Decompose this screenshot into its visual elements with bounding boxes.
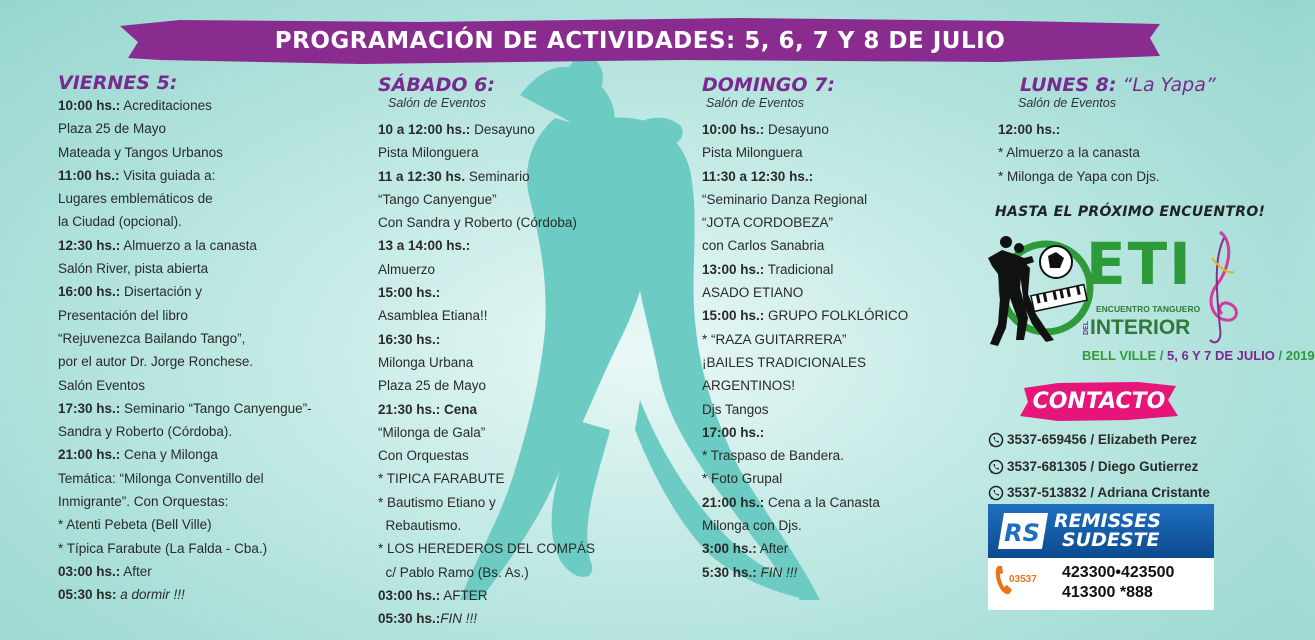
eti-city: BELL VILLE / xyxy=(1082,348,1167,363)
schedule-text: Cena y Milonga xyxy=(120,447,218,463)
schedule-text: Seminario “Tango Canyengue”- xyxy=(120,400,312,416)
schedule-text: * LOS HEREDEROS DEL COMPÁS xyxy=(378,541,596,557)
day-heading-sabado: SÁBADO 6: xyxy=(378,74,495,96)
eti-logo-interior: INTERIOR xyxy=(1090,316,1191,339)
schedule-line xyxy=(702,304,908,327)
schedule-line xyxy=(702,444,908,467)
schedule-line xyxy=(58,350,312,373)
schedule-time: 03:00 hs.: xyxy=(58,563,121,579)
schedule-line xyxy=(378,561,595,584)
eti-logo-del: DEL xyxy=(1083,321,1090,335)
schedule-text: Desayuno xyxy=(764,122,829,137)
eti-logo-text: ETI xyxy=(1086,230,1193,298)
closing-text: HASTA EL PRÓXIMO ENCUENTRO! xyxy=(995,204,1266,220)
schedule-time: 11:30 a 12:30 hs.: xyxy=(702,168,814,184)
schedule-line xyxy=(58,164,312,187)
schedule-time: 15:00 hs.: xyxy=(702,308,765,324)
schedule-text: “Tango Canyengue” xyxy=(378,191,497,207)
schedule-time: 17:30 hs.: xyxy=(58,400,121,416)
schedule-line xyxy=(58,490,312,513)
schedule-line xyxy=(58,443,312,466)
lunes-lines xyxy=(998,118,1216,188)
schedule-time: 12:00 hs.: xyxy=(998,122,1061,137)
phone-list xyxy=(988,427,1210,507)
whatsapp-icon xyxy=(988,459,1004,475)
phone-entry[interactable] xyxy=(988,454,1210,481)
schedule-line xyxy=(378,537,595,560)
schedule-time: 5:30 hs.: xyxy=(702,564,757,580)
svg-text:RS: RS xyxy=(1004,519,1040,547)
schedule-time: 03:00 hs.: xyxy=(378,587,441,603)
venue-domingo: Salón de Eventos xyxy=(706,96,804,110)
lunes-column xyxy=(998,74,1216,188)
schedule-line xyxy=(58,327,312,350)
day-heading-viernes: VIERNES 5: xyxy=(58,72,178,94)
schedule-italic: a dormir !!! xyxy=(116,587,185,603)
schedule-line xyxy=(58,560,312,583)
eti-dates: 5, 6 Y 7 DE JULIO xyxy=(1167,348,1275,363)
schedule-text: Tradicional xyxy=(764,261,834,277)
schedule-text: Plaza 25 de Mayo xyxy=(378,378,487,394)
schedule-italic: FIN !!! xyxy=(440,611,478,627)
schedule-text: Acreditaciones xyxy=(120,98,212,113)
schedule-time: 05:30 hs.: xyxy=(378,611,441,627)
schedule-italic: FIN !!! xyxy=(756,564,798,580)
schedule-line xyxy=(58,420,312,443)
phone-text: 3537-659456 / Elizabeth Perez xyxy=(1007,432,1197,447)
schedule-text: Disertación y xyxy=(120,284,203,300)
schedule-line xyxy=(702,421,908,444)
schedule-line xyxy=(378,281,595,304)
schedule-line xyxy=(58,513,312,536)
eti-logo-location xyxy=(1082,348,1315,363)
schedule-text: Salón River, pista abierta xyxy=(58,261,209,277)
schedule-line xyxy=(58,280,312,303)
schedule-line xyxy=(702,467,908,490)
schedule-text: After xyxy=(756,541,789,557)
schedule-text: Plaza 25 de Mayo xyxy=(58,121,167,137)
eti-logo-subtitle: ENCUENTRO TANGUERO xyxy=(1096,304,1201,314)
schedule-line xyxy=(702,398,908,421)
schedule-time: 21:30 hs.: Cena xyxy=(378,401,478,417)
remisses-numbers xyxy=(1062,563,1174,603)
schedule-time: 17:00 hs.: xyxy=(702,424,765,440)
whatsapp-icon xyxy=(988,432,1004,448)
venue-sabado: Salón de Eventos xyxy=(388,96,486,110)
schedule-text: * Milonga de Yapa con Djs. xyxy=(998,168,1160,184)
sabado-lines xyxy=(378,118,595,631)
schedule-line xyxy=(378,444,595,467)
schedule-line xyxy=(58,187,312,210)
phone-entry[interactable] xyxy=(988,427,1210,454)
schedule-line xyxy=(702,281,908,304)
schedule-text: Rebautismo. xyxy=(378,518,462,534)
schedule-time: 11:00 hs.: xyxy=(58,167,120,183)
phone-text: 3537-513832 / Adriana Cristante xyxy=(1007,485,1210,500)
schedule-time: 21:00 hs.: xyxy=(702,494,765,510)
schedule-text: “Rejuvenezca Bailando Tango”, xyxy=(58,330,246,346)
eti-logo xyxy=(984,228,1315,373)
schedule-text: Pista Milonguera xyxy=(378,145,479,161)
schedule-time: 10:00 hs.: xyxy=(58,98,121,113)
schedule-line xyxy=(378,234,595,257)
schedule-line xyxy=(58,210,312,233)
schedule-text: Milonga con Djs. xyxy=(702,518,802,534)
schedule-text: * Almuerzo a la canasta xyxy=(998,145,1140,161)
schedule-text: Presentación del libro xyxy=(58,307,188,323)
schedule-line xyxy=(702,118,908,141)
schedule-time: 13 a 14:00 hs.: xyxy=(378,238,471,254)
schedule-line xyxy=(702,188,908,211)
schedule-line xyxy=(58,374,312,397)
rs-logo-icon xyxy=(996,511,1050,551)
schedule-line xyxy=(58,397,312,420)
schedule-line xyxy=(702,514,908,537)
schedule-text: * Típica Farabute (La Falda - Cba.) xyxy=(58,540,268,556)
schedule-text: Pista Milonguera xyxy=(702,145,803,161)
venue-lunes: Salón de Eventos xyxy=(1018,96,1116,110)
schedule-text: * TIPICA FARABUTE xyxy=(378,471,505,487)
schedule-text: ¡BAILES TRADICIONALES xyxy=(702,354,867,370)
schedule-time: 15:00 hs.: xyxy=(378,285,441,301)
schedule-text: * Atenti Pebeta (Bell Ville) xyxy=(58,517,212,533)
schedule-line xyxy=(998,118,1216,141)
viernes-lines xyxy=(58,94,312,607)
schedule-time: 16:30 hs.: xyxy=(378,331,441,347)
schedule-text: ASADO ETIANO xyxy=(702,285,804,301)
schedule-text: Djs Tangos xyxy=(702,401,769,417)
schedule-text: AFTER xyxy=(440,587,488,603)
schedule-line xyxy=(58,117,312,140)
schedule-time: 16:00 hs.: xyxy=(58,284,121,300)
phone-text: 3537-681305 / Diego Gutierrez xyxy=(1007,458,1199,474)
schedule-line xyxy=(58,537,312,560)
schedule-line xyxy=(702,328,908,351)
schedule-line xyxy=(378,211,595,234)
schedule-text: Asamblea Etiana!! xyxy=(378,308,488,324)
schedule-text: Milonga Urbana xyxy=(378,354,474,370)
schedule-line xyxy=(378,584,595,607)
schedule-text: After xyxy=(120,563,152,579)
lunes-yapa: “La Yapa” xyxy=(1116,74,1216,96)
schedule-text: Seminario xyxy=(465,168,530,184)
schedule-line xyxy=(378,607,595,630)
schedule-line xyxy=(998,141,1216,164)
schedule-line xyxy=(702,258,908,281)
schedule-time: 12:30 hs.: xyxy=(58,237,121,253)
schedule-line xyxy=(58,141,312,164)
schedule-line xyxy=(58,467,312,490)
schedule-text: “Seminario Danza Regional xyxy=(702,191,868,207)
schedule-line xyxy=(702,561,908,584)
schedule-text: “Milonga de Gala” xyxy=(378,424,486,440)
schedule-text: ARGENTINOS! xyxy=(702,378,796,394)
schedule-text: “JOTA CORDOBEZA” xyxy=(702,215,834,231)
remisses-name-1: REMISSES xyxy=(1054,510,1161,532)
schedule-time: 10:00 hs.: xyxy=(702,122,765,137)
schedule-text: c/ Pablo Ramo (Bs. As.) xyxy=(378,564,529,580)
schedule-text: * Traspaso de Bandera. xyxy=(702,448,844,464)
schedule-line xyxy=(378,351,595,374)
schedule-time: 11 a 12:30 hs. xyxy=(378,168,466,184)
schedule-text: Inmigrante”. Con Orquestas: xyxy=(58,494,229,510)
schedule-line xyxy=(58,304,312,327)
schedule-line xyxy=(378,118,595,141)
schedule-text: Con Sandra y Roberto (Córdoba) xyxy=(378,215,577,231)
schedule-text: Temática: “Milonga Conventillo del xyxy=(58,470,264,486)
schedule-line xyxy=(378,141,595,164)
schedule-text: con Carlos Sanabria xyxy=(702,238,825,254)
schedule-text: Con Orquestas xyxy=(378,448,469,464)
schedule-line xyxy=(58,94,312,117)
schedule-line xyxy=(378,514,595,537)
schedule-line xyxy=(702,211,908,234)
schedule-text: Cena a la Canasta xyxy=(764,494,880,510)
schedule-text: * “RAZA GUITARRERA” xyxy=(702,331,847,347)
contacto-heading: CONTACTO xyxy=(1032,388,1166,414)
schedule-line xyxy=(378,328,595,351)
schedule-line xyxy=(702,234,908,257)
viernes-column xyxy=(58,72,312,607)
schedule-line xyxy=(702,374,908,397)
schedule-line xyxy=(378,467,595,490)
domingo-column xyxy=(702,74,908,584)
schedule-text: * Foto Grupal xyxy=(702,471,783,487)
schedule-time: 10 a 12:00 hs.: xyxy=(378,122,471,137)
schedule-line xyxy=(58,583,312,606)
whatsapp-icon xyxy=(988,485,1004,501)
schedule-line xyxy=(378,374,595,397)
schedule-line xyxy=(378,398,595,421)
schedule-line xyxy=(378,258,595,281)
schedule-time: 21:00 hs.: xyxy=(58,447,121,463)
lunes-day: LUNES 8: xyxy=(1020,74,1117,96)
schedule-line xyxy=(702,141,908,164)
schedule-line xyxy=(58,234,312,257)
remisses-name-2: SUDESTE xyxy=(1062,529,1160,551)
schedule-text: la Ciudad (opcional). xyxy=(58,214,182,230)
schedule-time: 13:00 hs.: xyxy=(702,261,765,277)
schedule-text: Almuerzo xyxy=(378,261,436,277)
phone-entry[interactable] xyxy=(988,480,1210,507)
schedule-text: Desayuno xyxy=(470,122,535,137)
schedule-text: Visita guiada a: xyxy=(119,167,216,183)
day-heading-domingo: DOMINGO 7: xyxy=(702,74,835,96)
schedule-time: 3:00 hs.: xyxy=(702,541,757,557)
schedule-line xyxy=(378,188,595,211)
schedule-line xyxy=(702,351,908,374)
remisses-number-1: 423300•423500 xyxy=(1062,564,1175,581)
schedule-text: por el autor Dr. Jorge Ronchese. xyxy=(58,354,254,370)
remisses-ad xyxy=(988,504,1214,610)
schedule-line xyxy=(378,165,595,188)
schedule-time: 05:30 hs: xyxy=(58,587,117,603)
schedule-line xyxy=(702,537,908,560)
schedule-text: Salón Eventos xyxy=(58,377,146,393)
sabado-column xyxy=(378,74,595,631)
schedule-line xyxy=(998,165,1216,188)
schedule-line xyxy=(378,421,595,444)
remisses-name xyxy=(1054,512,1161,550)
schedule-line xyxy=(702,165,908,188)
schedule-line xyxy=(58,257,312,280)
schedule-text: Sandra y Roberto (Córdoba). xyxy=(58,424,233,440)
schedule-text: Almuerzo a la canasta xyxy=(120,237,257,253)
schedule-text: Mateada y Tangos Urbanos xyxy=(58,144,223,160)
schedule-text: Lugares emblemáticos de xyxy=(58,191,213,207)
page-title: PROGRAMACIÓN DE ACTIVIDADES: 5, 6, 7 Y 8 DE JULIO xyxy=(274,28,1006,54)
day-heading-lunes xyxy=(998,74,1216,96)
schedule-line xyxy=(378,304,595,327)
domingo-lines xyxy=(702,118,908,584)
schedule-text: * Bautismo Etiano y xyxy=(378,494,496,510)
remisses-number-2: 413300 *888 xyxy=(1062,584,1153,601)
schedule-line xyxy=(378,491,595,514)
eti-year: / 2019 xyxy=(1274,348,1315,363)
area-code: 03537 xyxy=(1009,574,1037,585)
schedule-line xyxy=(702,491,908,514)
schedule-text: GRUPO FOLKLÓRICO xyxy=(764,308,909,324)
